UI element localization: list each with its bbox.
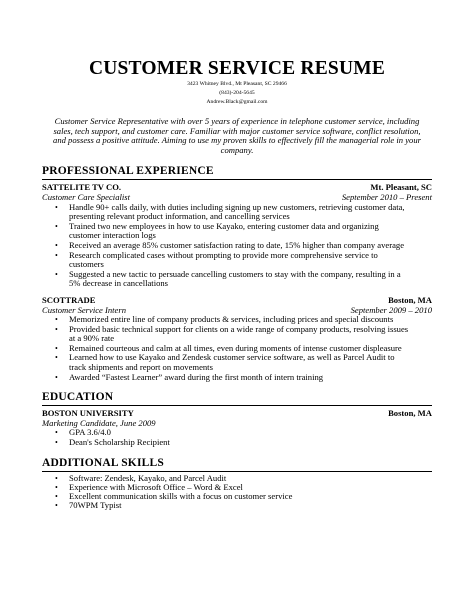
job-bullets	[42, 203, 432, 289]
bullet-icon: •	[55, 240, 58, 250]
bullet-icon: •	[55, 221, 58, 231]
list-item: • Remained courteous and calm at all times, even during moments of intense customer displeasure	[55, 342, 402, 353]
education-entry	[42, 409, 432, 447]
job-entry	[42, 183, 432, 289]
contact-info	[42, 80, 432, 107]
bullet-icon: •	[55, 202, 58, 212]
company-name: SCOTTRADE	[42, 294, 96, 305]
list-item: • Handle 90+ calls daily, with duties including signing up new customers, retrieving customer data, presenting relevant product information, and cancelling services	[55, 201, 405, 222]
list-item: • 70WPM Typist	[55, 500, 122, 511]
job-location: Mt. Pleasant, SC	[370, 182, 432, 193]
list-item: • Dean's Scholarship Recipient	[55, 437, 170, 448]
list-item: • Trained two new employees in how to use Kayako, entering customer data and organizing customer interaction logs	[55, 220, 379, 241]
education-bullets	[42, 428, 432, 447]
bullet-icon: •	[55, 343, 58, 353]
job-dates: September 2010 – Present	[341, 191, 432, 202]
job-role: Customer Service Intern	[42, 304, 127, 315]
bullet-icon: •	[55, 438, 58, 448]
education-section	[42, 391, 432, 447]
job-role: Customer Care Specialist	[42, 191, 131, 202]
bullet-icon: •	[55, 250, 58, 260]
phone: (843)-204-5645	[219, 90, 255, 96]
list-item: • GPA 3.6/4.0	[55, 427, 111, 438]
experience-section	[42, 165, 432, 382]
list-item: • Learned how to use Kayako and Zendesk customer service software, as well as Parcel Audit to track shipments and report on movements	[55, 352, 395, 373]
resume-title: CUSTOMER SERVICE RESUME	[88, 58, 386, 79]
list-item: • Received an average 85% customer satisfaction rating to date, 15% higher than company average	[55, 239, 405, 250]
list-item: • Software: Zendesk, Kayako, and Parcel Audit	[55, 472, 227, 483]
list-item: • Experience with Microsoft Office – Word & Excel	[55, 481, 243, 492]
list-item: • Memorized entire line of company products & services, including prices and special discounts	[55, 314, 394, 325]
experience-heading: PROFESSIONAL EXPERIENCE	[42, 165, 432, 180]
education-heading: EDUCATION	[42, 391, 432, 406]
degree: Marketing Candidate, June 2009	[42, 417, 156, 428]
address: 3423 Whitney Blvd., Mt Pleasant, SC 29466	[187, 81, 287, 87]
bullet-icon: •	[55, 428, 58, 438]
list-item: • Suggested a new tactic to persuade cancelling customers to stay with the company, resulting in a 5% decrease in cancellations	[55, 268, 401, 289]
email: Andrew.Black@gmail.com	[206, 99, 268, 105]
list-item: • Excellent communication skills with a focus on customer service	[55, 491, 293, 502]
skills-section	[42, 457, 432, 511]
bullet-icon: •	[55, 353, 58, 363]
bullet-icon: •	[55, 473, 58, 483]
summary-text: Customer Service Representative with over 5 years of experience in telephone customer service, including sales, tech support, and customer care. Familiar with major customer service software, conflict resolution, and possess a positive attitude. Aiming to use my proven skills to effectively fill the managerial role in your company.	[53, 116, 421, 155]
bullet-icon: •	[55, 482, 58, 492]
bullet-icon: •	[55, 372, 58, 382]
job-location: Boston, MA	[388, 294, 432, 305]
list-item: • Provided basic technical support for clients on a wide range of company products, resolving issues at a 90% rate	[55, 323, 409, 344]
company-name: SATTELITE TV CO.	[42, 182, 122, 193]
bullet-icon: •	[55, 269, 58, 279]
list-item: • Research complicated cases without prompting to provide more comprehensive service to customers	[55, 249, 378, 270]
bullet-icon: •	[55, 315, 58, 325]
bullet-icon: •	[55, 324, 58, 334]
list-item: • Awarded “Fastest Learner” award during the first month of intern training	[55, 371, 324, 382]
job-dates: September 2009 – 2010	[350, 304, 432, 315]
bullet-icon: •	[55, 501, 58, 511]
skills-heading: ADDITIONAL SKILLS	[42, 457, 432, 472]
job-entry	[42, 296, 432, 382]
school-name: BOSTON UNIVERSITY	[42, 408, 134, 419]
job-bullets	[42, 315, 432, 382]
bullet-icon: •	[55, 492, 58, 502]
school-location: Boston, MA	[388, 408, 432, 419]
skills-bullets	[42, 474, 432, 511]
